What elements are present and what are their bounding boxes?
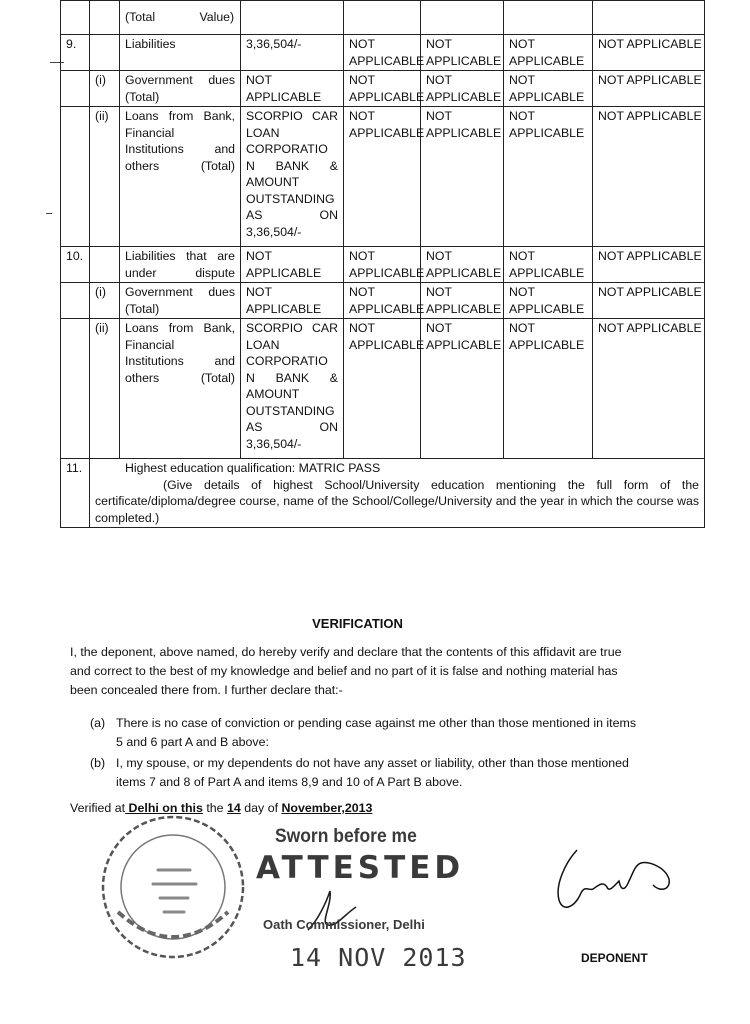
declaration-list <box>70 714 645 792</box>
verification-title: VERIFICATION <box>312 616 403 631</box>
margin-mark <box>46 213 52 214</box>
column-2-value: NOT APPLICABLE <box>421 107 504 247</box>
row-number <box>61 283 90 319</box>
row-value: NOT APPLICABLE <box>241 71 344 107</box>
education-qualification: Highest education qualification: MATRIC PASS <box>125 461 381 475</box>
row-description: Government dues (Total) <box>120 283 241 319</box>
sworn-stamp: Sworn before me <box>275 826 417 847</box>
verification-paragraph: I, the deponent, above named, do hereby verify and declare that the contents of this affidavit are true and correct to the best of my knowledge and belief and no part of it is false and nothing material has been concealed there from. I further declare that:- <box>70 645 622 697</box>
column-3-value: NOT APPLICABLE <box>504 319 593 459</box>
column-2-value: NOT APPLICABLE <box>421 35 504 71</box>
column-1-value: NOT APPLICABLE <box>344 319 421 459</box>
deponent-label: DEPONENT <box>581 951 648 965</box>
column-4-value: NOT APPLICABLE <box>593 247 705 283</box>
column-3-value: NOT APPLICABLE <box>504 283 593 319</box>
column-4-value: NOT APPLICABLE <box>593 107 705 247</box>
column-3-value: NOT APPLICABLE <box>504 247 593 283</box>
row-value: NOT APPLICABLE <box>241 247 344 283</box>
row-number <box>61 319 90 459</box>
verification-section <box>70 614 645 794</box>
table-row <box>61 35 705 71</box>
column-3-value: NOT APPLICABLE <box>504 35 593 71</box>
item-text: I, my spouse, or my dependents do not have any asset or liability, other than those mentioned items 7 and 8 of Part A and items 8,9 and 10 of A Part B above. <box>116 756 629 789</box>
verified-mid: the <box>202 801 228 815</box>
row-value: SCORPIO CAR LOAN CORPORATIO N BANK & AMOUNT OUTSTANDING AS ON 3,36,504/- <box>241 319 344 459</box>
column-2-value: NOT APPLICABLE <box>421 247 504 283</box>
column-1-value: NOT APPLICABLE <box>344 247 421 283</box>
row-subnumber <box>90 247 120 283</box>
row-description: Government dues (Total) <box>120 71 241 107</box>
row-description: Liabilities that are under dispute <box>120 247 241 283</box>
table-cell <box>593 1 705 35</box>
verified-day: 14 <box>227 801 241 815</box>
row-description: Liabilities <box>120 35 241 71</box>
column-4-value: NOT APPLICABLE <box>593 319 705 459</box>
row-value: 3,36,504/- <box>241 35 344 71</box>
row-number: 10. <box>61 247 90 283</box>
column-4-value: NOT APPLICABLE <box>593 71 705 107</box>
table-row-11 <box>61 459 705 528</box>
column-3-value: NOT APPLICABLE <box>504 107 593 247</box>
table-row <box>61 319 705 459</box>
date-stamp: 14 NOV 2013 <box>290 943 467 972</box>
row-description: Loans from Bank, Financial Institutions and others (Total) <box>120 107 241 247</box>
education-cell <box>90 459 705 528</box>
row-value: NOT APPLICABLE <box>241 283 344 319</box>
table-cell <box>120 1 241 35</box>
table-cell <box>344 1 421 35</box>
column-4-value: NOT APPLICABLE <box>593 283 705 319</box>
official-seal <box>98 812 248 962</box>
column-2-value: NOT APPLICABLE <box>421 71 504 107</box>
row-number: 11. <box>61 459 90 528</box>
table-row <box>61 283 705 319</box>
verified-place: Delhi on this <box>125 801 203 815</box>
column-1-value: NOT APPLICABLE <box>344 71 421 107</box>
deponent-signature <box>545 845 675 920</box>
item-marker: (a) <box>90 716 106 730</box>
table-cell <box>421 1 504 35</box>
table-cell <box>61 1 90 35</box>
education-instruction: (Give details of highest School/University education mentioning the full form of the certificate/diploma/degree course, name of the School/College/University and the year in which the course was completed.) <box>95 477 699 525</box>
oath-commissioner-stamp: Oath Commissioner, Delhi <box>263 917 425 932</box>
row-subnumber <box>90 35 120 71</box>
table-cell <box>241 1 344 35</box>
row-number <box>61 107 90 247</box>
table-cell <box>504 1 593 35</box>
table-row <box>61 107 705 247</box>
list-item <box>70 714 645 752</box>
table-cell <box>90 1 120 35</box>
column-4-value: NOT APPLICABLE <box>593 35 705 71</box>
table-row <box>61 71 705 107</box>
column-2-value: NOT APPLICABLE <box>421 319 504 459</box>
row-number: 9. <box>61 35 90 71</box>
column-2-value: NOT APPLICABLE <box>421 283 504 319</box>
column-3-value: NOT APPLICABLE <box>504 71 593 107</box>
table-row <box>61 247 705 283</box>
verified-day-suffix: day of <box>240 801 282 815</box>
row-description: Loans from Bank, Financial Institutions and others (Total) <box>120 319 241 459</box>
column-1-value: NOT APPLICABLE <box>344 107 421 247</box>
item-text: There is no case of conviction or pending case against me other than those mentioned in items 5 and 6 part A and B above: <box>116 716 637 749</box>
verified-month-year: November,2013 <box>281 801 373 815</box>
list-item <box>70 754 645 792</box>
total-value-label: (Total Value) <box>125 10 235 24</box>
attested-stamp: ATTESTED <box>256 850 465 886</box>
row-number <box>61 71 90 107</box>
row-subnumber: (i) <box>90 283 120 319</box>
item-marker: (b) <box>90 756 106 770</box>
column-1-value: NOT APPLICABLE <box>344 283 421 319</box>
row-subnumber: (i) <box>90 71 120 107</box>
row-subnumber: (ii) <box>90 107 120 247</box>
row-subnumber: (ii) <box>90 319 120 459</box>
liabilities-table <box>60 0 705 528</box>
column-1-value: NOT APPLICABLE <box>344 35 421 71</box>
row-value: SCORPIO CAR LOAN CORPORATIO N BANK & AMOUNT OUTSTANDING AS ON 3,36,504/- <box>241 107 344 247</box>
table-row-top <box>61 1 705 35</box>
verified-prefix: Verified at <box>70 801 126 815</box>
